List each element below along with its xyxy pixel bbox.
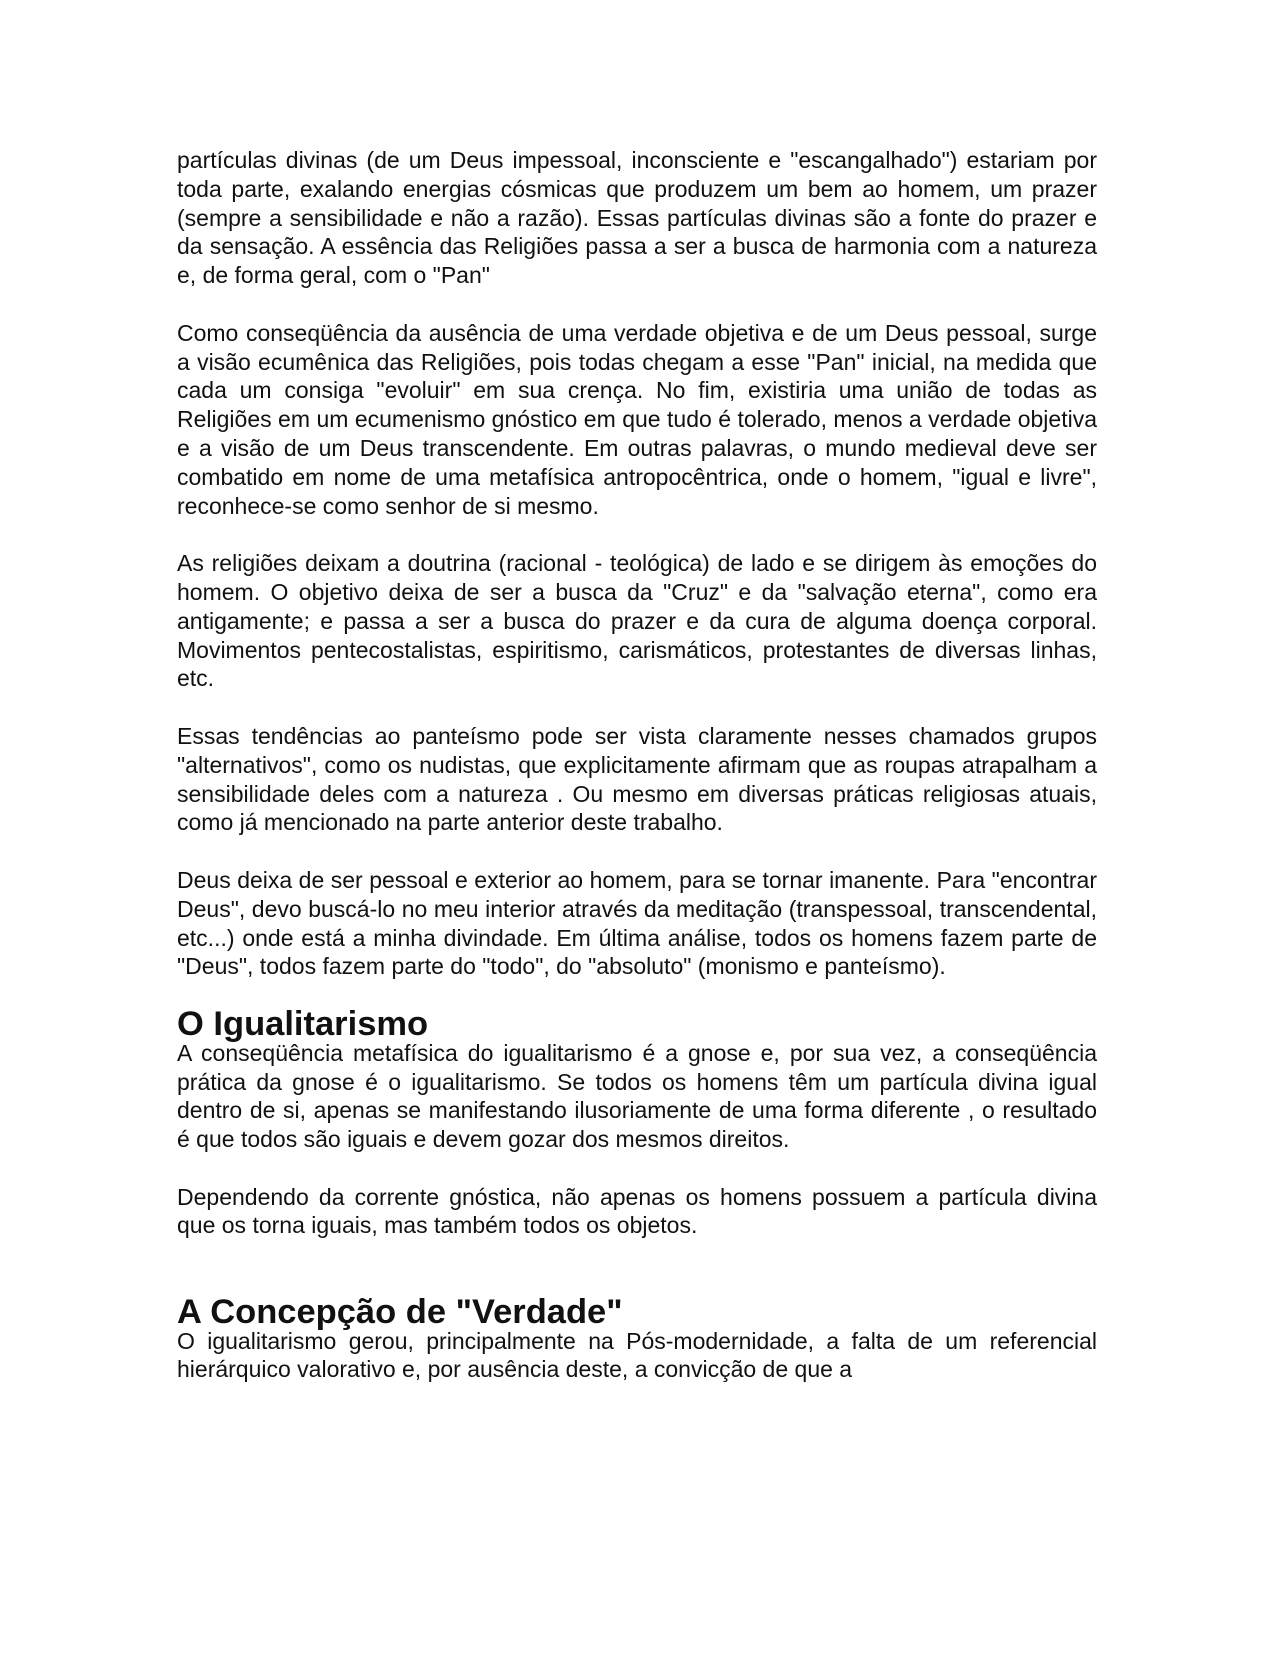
paragraph-ecumenical-vision: Como conseqüência da ausência de uma verdade objetiva e de um Deus pessoal, surge a visão ecumênica das Religiões, pois todas chegam a esse "Pan" inicial, na medida que cada um consiga "evoluir" em sua crença. No fim, existiria uma união de todas as Religiões em um ecumenismo gnóstico em que tudo é tolerado, menos a verdade objetiva e a visão de um Deus transcendente. Em outras palavras, o mundo medieval deve ser combatido em nome de uma metafísica antropocêntrica, onde o homem, "igual e livre", reconhece-se como senhor de si mesmo. bbox=[177, 319, 1097, 519]
paragraph-igualitarismo-gnose: A conseqüência metafísica do igualitarismo é a gnose e, por sua vez, a conseqüência prática da gnose é o igualitarismo. Se todos os homens têm um partícula divina igual dentro de si, apenas se manifestando ilusoriamente de uma forma diferente , o resultado é que todos são iguais e devem gozar dos mesmos direitos. bbox=[177, 1039, 1097, 1153]
paragraph-pan-particles: partículas divinas (de um Deus impessoal, inconsciente e "escangalhado") estariam por toda parte, exalando energias cósmicas que produzem um bem ao homem, um prazer (sempre a sensibilidade e não a razão). Essas partículas divinas são a fonte do prazer e da sensação. A essência das Religiões passa a ser a busca de harmonia com a natureza e, de forma geral, com o "Pan" bbox=[177, 147, 1097, 289]
document-page bbox=[177, 146, 1097, 1413]
paragraph-immanent-god: Deus deixa de ser pessoal e exterior ao homem, para se tornar imanente. Para "encontrar Deus", devo buscá-lo no meu interior através da meditação (transpessoal, transcendental, etc...) onde está a minha divindade. Em última análise, todos os homens fazem parte de "Deus", todos fazem parte do "todo", do "absoluto" (monismo e panteísmo). bbox=[177, 866, 1097, 980]
section-heading-verdade: A Concepção de "Verdade" bbox=[177, 1292, 623, 1331]
paragraph-pantheism-tendencies: Essas tendências ao panteísmo pode ser vista claramente nesses chamados grupos "alternativos", como os nudistas, que explicitamente afirmam que as roupas atrapalham a sensibilidade deles com a natureza . Ou mesmo em diversas práticas religiosas atuais, como já mencionado na parte anterior deste trabalho. bbox=[177, 722, 1097, 836]
paragraph-religions-emotions: As religiões deixam a doutrina (racional - teológica) de lado e se dirigem às emoções do homem. O objetivo deixa de ser a busca da "Cruz" e da "salvação eterna", como era antigamente; e passa a ser a busca do prazer e da cura de alguma doença corporal. Movimentos pentecostalistas, espiritismo, carismáticos, protestantes de diversas linhas, etc. bbox=[177, 550, 1097, 692]
paragraph-gnostic-objects: Dependendo da corrente gnóstica, não apenas os homens possuem a partícula divina que os torna iguais, mas também todos os objetos. bbox=[177, 1183, 1097, 1239]
paragraph-verdade-intro: O igualitarismo gerou, principalmente na Pós-modernidade, a falta de um referencial hierárquico valorativo e, por ausência deste, a convicção de que a bbox=[177, 1327, 1097, 1383]
section-heading-igualitarismo: O Igualitarismo bbox=[177, 1004, 429, 1043]
section-verdade bbox=[177, 1292, 1097, 1384]
section-igualitarismo bbox=[177, 1004, 1097, 1240]
